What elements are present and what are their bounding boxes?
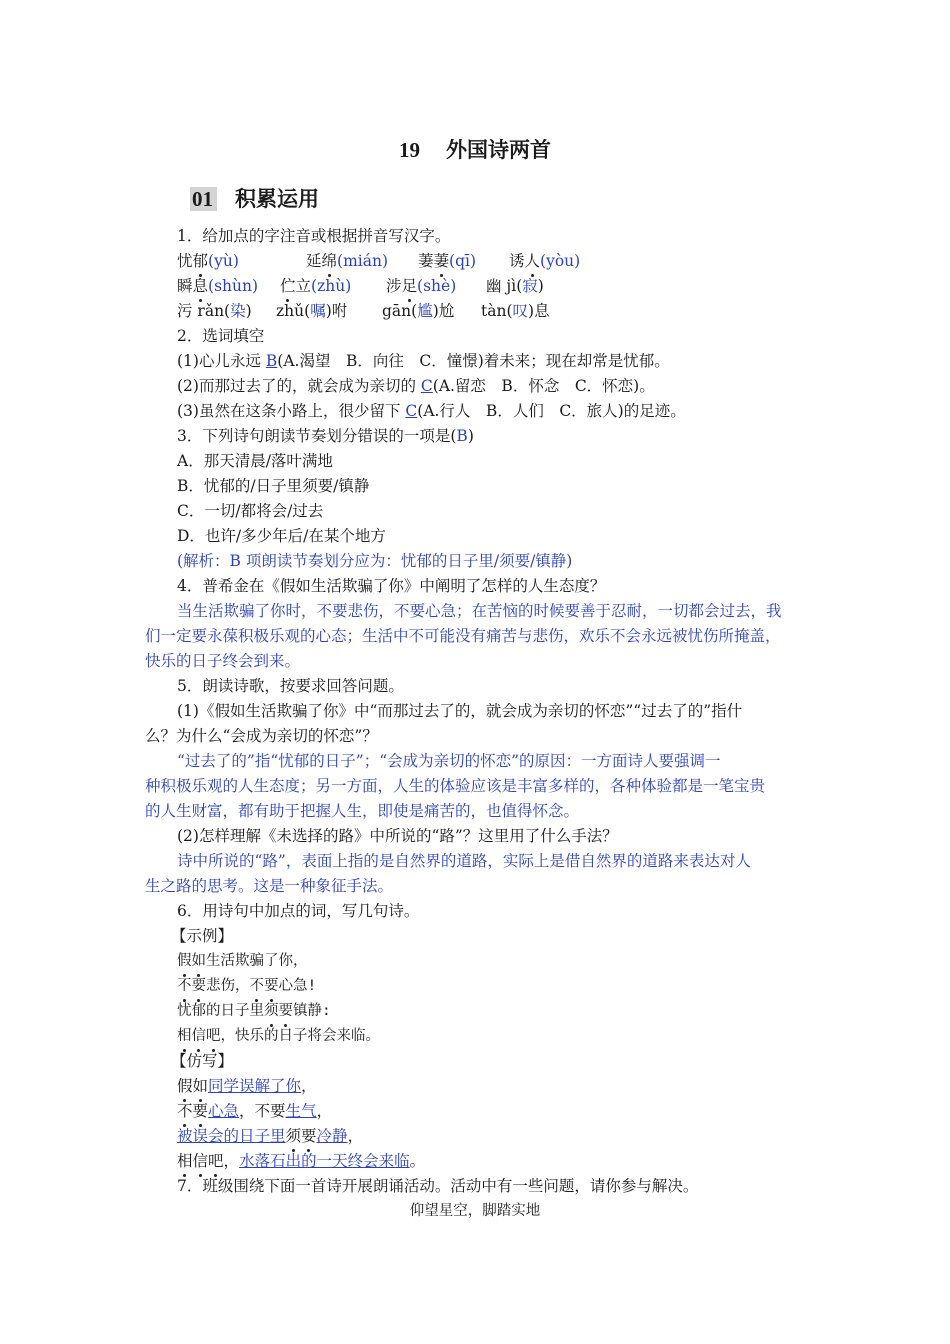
- answer-blank: 心急: [208, 1102, 240, 1120]
- q3-analysis: (解析：B 项朗读节奏划分应为：忧郁的日子里/须要/镇静): [177, 552, 573, 570]
- q5-stem: 5．朗读诗歌，按要求回答问题。: [177, 677, 404, 695]
- poem-title: 仰望星空，脚踏实地: [409, 1203, 541, 1219]
- q3-option-d: D．也许/多少年后/在某个地方: [177, 527, 386, 545]
- q5-part2-answer: 诗中所说的“路”，表面上指的是自然界的道路，实际上是借自然界的道路来表达对人: [177, 852, 751, 870]
- q4-stem: 4．普希金在《假如生活欺骗了你》中阐明了怎样的人生态度？: [177, 577, 606, 595]
- q1-item: 幽 jì(寂): [486, 277, 544, 295]
- imitation-line: 相信吧，水落石出的一天终会来临。: [177, 1152, 426, 1170]
- q4-answer-line: 们一定要永葆积极乐观的心态；生活中不可能没有痛苦与悲伤，欢乐不会永远被忧伤所掩盖，: [145, 627, 781, 645]
- q1-item: zhǔ(嘱)咐: [276, 302, 348, 320]
- imitation-label: 【仿写】: [171, 1052, 234, 1070]
- answer-blank: 被误会的日子里: [177, 1127, 286, 1145]
- answer-blank: 生气: [285, 1102, 317, 1120]
- answer-blank: 同学误解了你: [208, 1077, 302, 1095]
- answer-blank: C: [420, 377, 433, 395]
- q5-part1-question: 么？为什么“会成为亲切的怀恋”？: [145, 727, 378, 745]
- q1-item: 诱人(yòu): [509, 252, 581, 270]
- q1-item: gān(尴)尬: [382, 302, 455, 320]
- q3-stem: 3．下列诗句朗读节奏划分错误的一项是(B): [177, 427, 474, 445]
- q1-item: 污 rǎn(染): [177, 302, 252, 320]
- q4-answer-line: 当生活欺骗了你时，不要悲伤，不要心急；在苦恼的时候要善于忍耐，一切都会过去，我: [177, 602, 782, 620]
- answer-blank: 水落石出的一天终会来临: [239, 1152, 410, 1170]
- q5-part2-question: (2)怎样理解《未选择的路》中所说的“路”？这里用了什么手法？: [177, 827, 618, 845]
- lesson-title: 外国诗两首: [446, 137, 551, 162]
- q2-sentence-3: (3)虽然在这条小路上，很少留下 C(A.行人 B．人们 C．旅人)的足迹。: [177, 402, 686, 420]
- answer: B: [456, 427, 468, 445]
- q1-item: 萋萋(qī): [418, 252, 477, 270]
- q5-part2-answer: 生之路的思考。这是一种象征手法。: [145, 877, 394, 895]
- q3-option-a: A．那天清晨/落叶满地: [177, 452, 333, 470]
- imitation-line: 假如同学误解了你，: [177, 1077, 317, 1095]
- example-line: 相信吧，快乐的日子将会来临。: [177, 1028, 380, 1044]
- section-heading: [190, 185, 319, 213]
- q2-sentence-1: (1)心儿永远 B(A.渴望 B．向往 C．憧憬)着未来；现在却常是忧郁。: [177, 352, 670, 370]
- example-line: 不要悲伤，不要心急!: [177, 978, 317, 994]
- q3-option-c: C．一切/都将会/过去: [177, 502, 324, 520]
- q1-stem: 1．给加点的字注音或根据拼音写汉字。: [177, 227, 451, 245]
- q5-part1-answer: “过去了的”指“忧郁的日子”；“会成为亲切的怀恋”的原因：一方面诗人要强调一: [177, 752, 721, 770]
- answer-blank: B: [265, 352, 278, 370]
- q1-item: tàn(叹)息: [481, 302, 550, 320]
- q2-sentence-2: (2)而那过去了的，就会成为亲切的 C(A.留恋 B．怀念 C．怀恋)。: [177, 377, 655, 395]
- section-number: 01: [190, 187, 217, 211]
- q6-stem: 6．用诗句中加点的词，写几句诗。: [177, 902, 420, 920]
- q1-item: 涉足(shè): [386, 277, 457, 295]
- example-line: 忧郁的日子里须要镇静:: [177, 1003, 331, 1019]
- q3-option-b: B．忧郁的/日子里须要/镇静: [177, 477, 370, 495]
- q1-item: 延绵(mián): [306, 252, 389, 270]
- q1-item: 伫立(zhù): [280, 277, 352, 295]
- q1-item: 瞬息(shùn): [177, 277, 259, 295]
- page-title: [0, 137, 950, 163]
- imitation-line: 不要心急，不要生气，: [177, 1102, 333, 1120]
- q4-answer-line: 快乐的日子终会到来。: [145, 652, 301, 670]
- answer-blank: C: [405, 402, 418, 420]
- answer-blank: 冷静: [316, 1127, 348, 1145]
- imitation-line: 被误会的日子里须要冷静，: [177, 1127, 364, 1145]
- q1-item: 忧郁(yù): [177, 252, 239, 270]
- q5-part1-question: (1)《假如生活欺骗了你》中“而那过去了的，就会成为亲切的怀恋”“过去了的”指什: [177, 702, 743, 720]
- lesson-number: 19: [399, 138, 420, 162]
- q7-stem: 7．班级围绕下面一首诗开展朗诵活动。活动中有一些问题，请你参与解决。: [177, 1177, 699, 1195]
- example-label: 【示例】: [171, 927, 234, 945]
- section-title: 积累运用: [235, 186, 319, 211]
- example-line: 假如生活欺骗了你，: [177, 953, 308, 969]
- q2-stem: 2．选词填空: [177, 327, 265, 345]
- q5-part1-answer: 种积极乐观的人生态度；另一方面，人生的体验应该是丰富多样的，各种体验都是一笔宝贵: [145, 777, 766, 795]
- q5-part1-answer: 的人生财富，都有助于把握人生，即使是痛苦的，也值得怀念。: [145, 802, 580, 820]
